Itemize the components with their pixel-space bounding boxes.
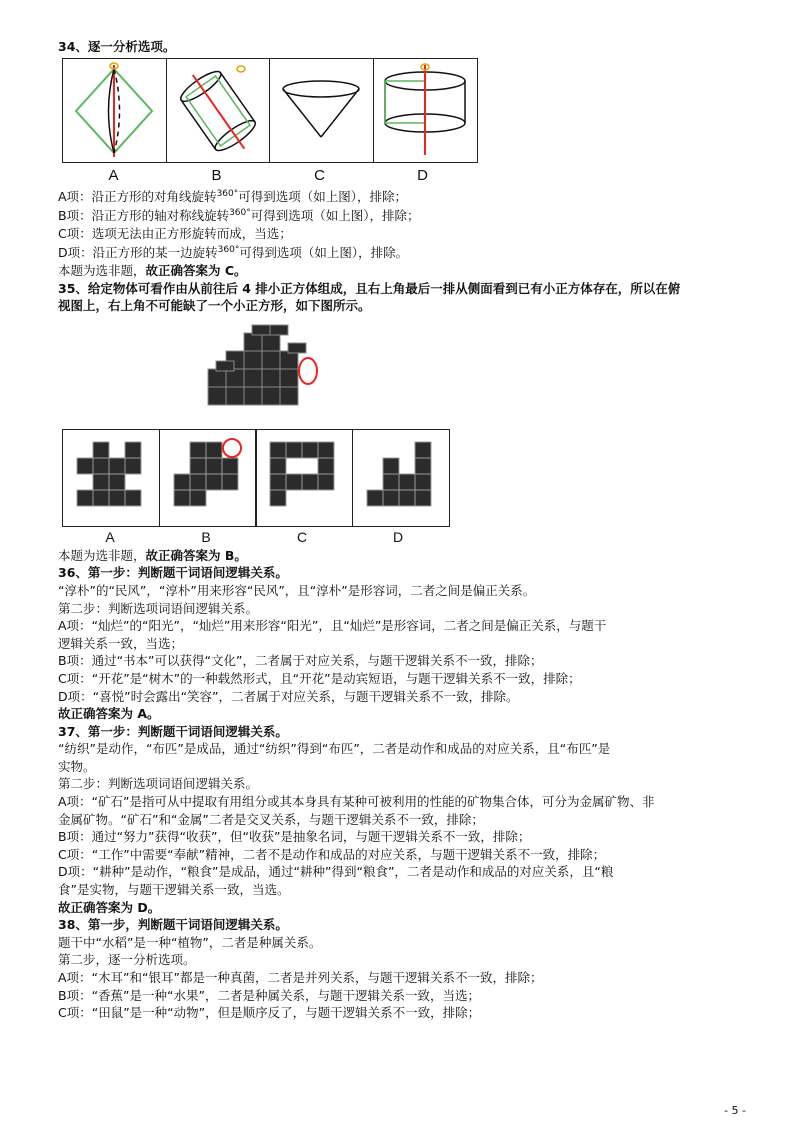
q35-option-d-figure bbox=[352, 429, 450, 527]
q35-label-b: B bbox=[201, 528, 211, 545]
q34-figure bbox=[62, 58, 748, 163]
q34-label-d: D bbox=[417, 166, 428, 184]
q37-line: 食”是实物，与题干逻辑关系一致，当选。 bbox=[58, 882, 290, 898]
q35-label-d: D bbox=[392, 528, 404, 545]
q37-answer: 故正确答案为 D。 bbox=[58, 899, 161, 915]
q34-option-a-text: A项：沿正方形的对角线旋转$^{360^\circ}$可得到选项（如上图），排除； bbox=[58, 188, 408, 204]
q36-line: D项：“喜悦”时会露出“笑容”，二者属于对应关系，与题干逻辑关系不一致，排除。 bbox=[58, 688, 519, 704]
q38-line: C项：“田鼠”是一种“动物”，但是顺序反了，与题干逻辑关系不一致，排除； bbox=[58, 1005, 481, 1021]
q34-option-a-figure bbox=[62, 58, 167, 163]
q35-label-c: C bbox=[296, 528, 308, 545]
q35-option-b-figure bbox=[159, 429, 257, 527]
q34-option-c-figure bbox=[269, 58, 374, 163]
q37-line: “纺织”是动作，“布匹”是成品，通过“纺织”得到“布匹”，二者是动作和成品的对应关系，且“布匹”是 bbox=[58, 741, 611, 757]
q35-option-a-figure bbox=[62, 429, 160, 527]
q38-heading: 38、第一步，判断题干词语间逻辑关系。 bbox=[58, 917, 288, 933]
q36-line: 第二步：判断选项词语间逻辑关系。 bbox=[58, 600, 259, 616]
q37-heading: 37、第一步：判断题干词语间逻辑关系。 bbox=[58, 723, 288, 739]
q34-option-b-text: B项：沿正方形的轴对称线旋转$^{360^\circ}$可得到选项（如上图），排除； bbox=[58, 208, 420, 224]
q36-line: 逻辑关系一致，当选； bbox=[58, 635, 184, 651]
q35-heading-line2: 视图上，右上角不可能缺了一个小正方形，如下图所示。 bbox=[58, 298, 371, 314]
q34-figure-labels bbox=[62, 167, 748, 184]
q37-line: A项：“矿石”是指可从中提取有用组分或其本身具有某种可被利用的性能的矿物集合体，可分为金属矿物、非 bbox=[58, 794, 655, 810]
q37-line: 第二步：判断选项词语间逻辑关系。 bbox=[58, 776, 259, 792]
q35-heading-line1: 35、给定物体可看作由从前往后 4 排小正方体组成，且右上角最后一排从侧面看到已有小正方体存在，所以在俯 bbox=[58, 280, 681, 296]
q38-line: 第二步，逐一分析选项。 bbox=[58, 952, 196, 968]
q34-label-b: B bbox=[211, 166, 222, 184]
q36-line: C项：“开花”是“树木”的一种载然形式，且“开花”是动宾短语，与题干逻辑关系不一致，排除； bbox=[58, 670, 581, 686]
q36-heading: 36、第一步：判断题干词语间逻辑关系。 bbox=[58, 565, 288, 581]
q36-answer: 故正确答案为 A。 bbox=[58, 706, 160, 722]
q37-line: 金属矿物。“矿石”和“金属”二者是交叉关系，与题干逻辑关系不一致，排除； bbox=[58, 811, 484, 827]
q38-line: 题干中“水稻”是一种“植物”，二者是种属关系。 bbox=[58, 934, 322, 950]
q36-line: A项：“灿烂”的“阳光”，“灿烂”用来形容“阳光”，且“灿烂”是形容词，二者之间是偏正关系，与题干 bbox=[58, 618, 607, 634]
q35-label-a: A bbox=[105, 528, 115, 545]
q34-option-b-figure bbox=[166, 58, 271, 163]
q34-option-d-figure bbox=[373, 58, 478, 163]
page-content bbox=[58, 38, 748, 1022]
q34-heading: 34、逐一分析选项。 bbox=[58, 39, 176, 54]
q34-label-c: C bbox=[314, 166, 325, 184]
q38-line: B项：“香蕉”是一种“水果”，二者是种属关系，与题干逻辑关系一致，当选； bbox=[58, 987, 480, 1003]
q37-line: B项：通过“努力”获得“收获”，但“收获”是抽象名词，与题干逻辑关系不一致，排除； bbox=[58, 829, 531, 845]
q35-option-c-figure bbox=[255, 429, 353, 527]
q37-line: D项：“耕种”是动作，“粮食”是成品，通过“耕种”得到“粮食”，二者是动作和成品的对应关系，且“粮 bbox=[58, 864, 614, 880]
q34-option-d-text: D项：沿正方形的某一边旋转$^{360^\circ}$可得到选项（如上图），排除。 bbox=[58, 245, 409, 261]
q35-answer: 本题为选非题，故正确答案为 B。 bbox=[58, 547, 247, 563]
page-number: - 5 - bbox=[724, 1104, 746, 1117]
q35-cube-figure bbox=[204, 321, 748, 425]
q35-figure-labels bbox=[62, 529, 748, 545]
q34-option-c-text: C项：选项无法由正方形旋转而成，当选； bbox=[58, 225, 292, 241]
q36-line: “淳朴”的“民风”，“淳朴”用来形容“民风”，且“淳朴”是形容词，二者之间是偏正关系。 bbox=[58, 582, 536, 598]
q38-line: A项：“木耳”和“银耳”都是一种真菌，二者是并列关系，与题干逻辑关系不一致，排除； bbox=[58, 970, 543, 985]
q35-options-figure bbox=[62, 429, 748, 527]
q36-line: B项：通过“书本”可以获得“文化”，二者属于对应关系，与题干逻辑关系不一致，排除； bbox=[58, 653, 543, 669]
q37-line: C项：“工作”中需要“奉献”精神，二者不是动作和成品的对应关系，与题干逻辑关系不一致，排除； bbox=[58, 846, 606, 862]
q37-line: 实物。 bbox=[58, 758, 96, 774]
q34-answer: 本题为选非题，故正确答案为 C。 bbox=[58, 262, 247, 278]
q34-label-a: A bbox=[108, 166, 119, 184]
